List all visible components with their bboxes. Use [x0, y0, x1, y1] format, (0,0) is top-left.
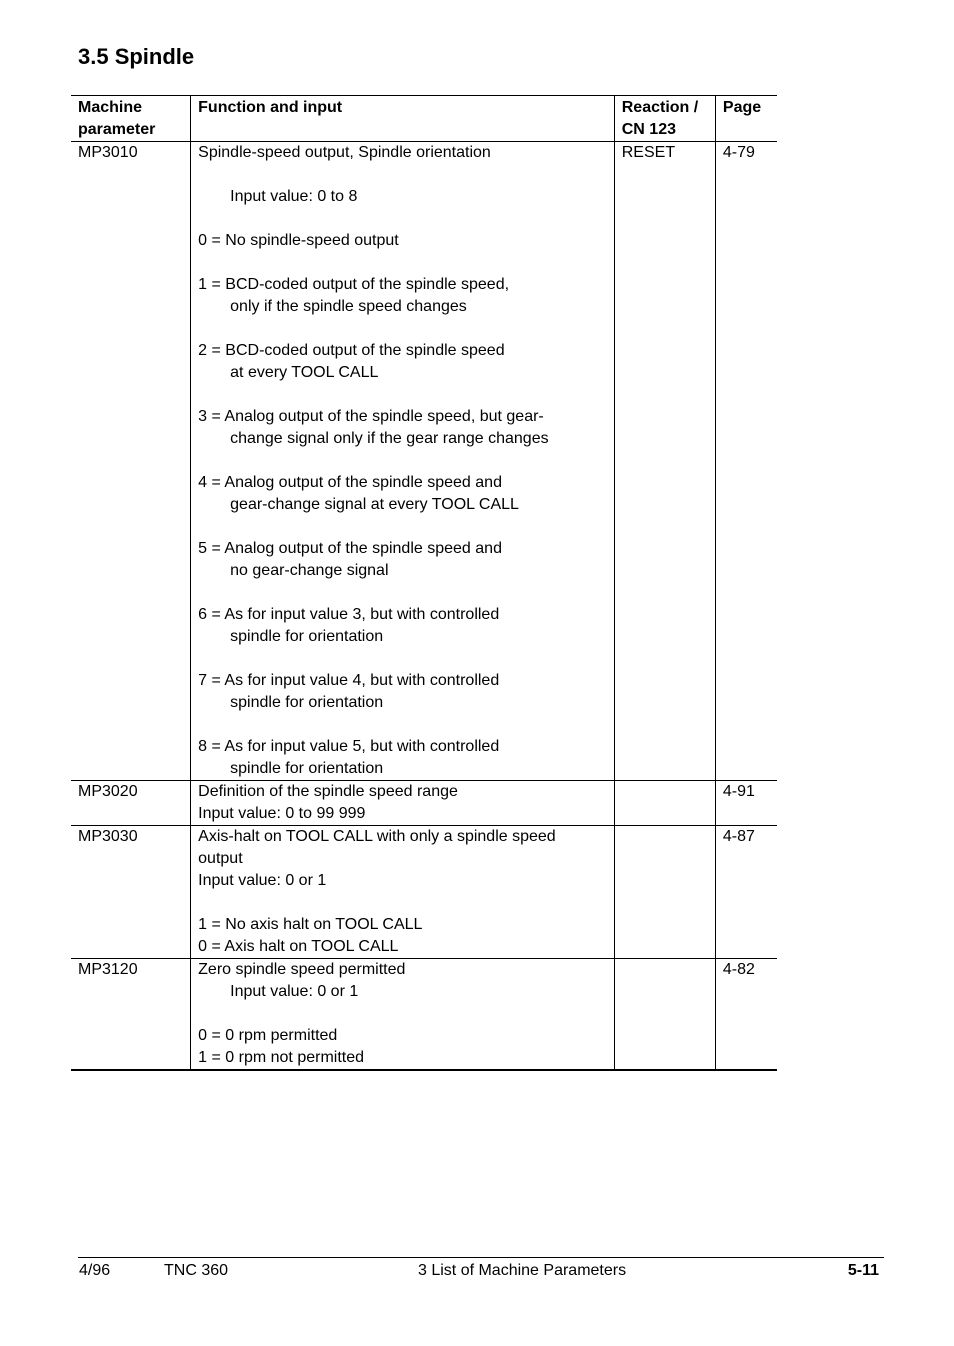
machine-parameter-table	[71, 95, 777, 1071]
function-cell	[191, 826, 615, 959]
function-line: 3 = Analog output of the spindle speed, but gear-	[198, 408, 544, 425]
footer-model: TNC 360	[164, 1262, 229, 1279]
function-line: 0 = Axis halt on TOOL CALL	[198, 938, 399, 955]
blank-line	[198, 714, 608, 736]
function-line: 8 = As for input value 5, but with controlled	[198, 738, 500, 755]
header-page: Page	[715, 96, 777, 142]
function-line: gear-change signal at every TOOL CALL	[230, 496, 519, 513]
function-line: 1 = BCD-coded output of the spindle speed,	[198, 276, 510, 293]
function-line: 5 = Analog output of the spindle speed and	[198, 540, 502, 557]
blank-line	[198, 318, 608, 340]
page-cell: 4-87	[715, 826, 777, 959]
function-cell	[191, 781, 615, 826]
header-machine-parameter: Machine parameter	[71, 96, 191, 142]
function-line: spindle for orientation	[230, 628, 384, 645]
function-line: only if the spindle speed changes	[230, 298, 467, 315]
footer-date: 4/96	[79, 1262, 111, 1279]
blank-line	[198, 516, 608, 538]
function-line: spindle for orientation	[230, 760, 384, 777]
blank-line	[198, 648, 608, 670]
function-line: 6 = As for input value 3, but with controlled	[198, 606, 500, 623]
table-row	[71, 781, 777, 826]
page-cell: 4-91	[715, 781, 777, 826]
function-line: change signal only if the gear range changes	[230, 430, 549, 447]
reaction-cell	[614, 781, 715, 826]
function-line: 7 = As for input value 4, but with controlled	[198, 672, 500, 689]
blank-line	[198, 164, 608, 186]
function-line: Input value: 0 to 99 999	[198, 805, 366, 822]
footer-divider	[78, 1257, 884, 1258]
blank-line	[198, 1003, 608, 1025]
parameter-cell: MP3030	[71, 826, 191, 959]
function-line: Zero spindle speed permitted	[198, 961, 406, 978]
function-line: 0 = No spindle-speed output	[198, 232, 399, 249]
function-line: 0 = 0 rpm permitted	[198, 1027, 338, 1044]
function-line: no gear-change signal	[230, 562, 389, 579]
function-line: spindle for orientation	[230, 694, 384, 711]
footer-chapter: 3 List of Machine Parameters	[418, 1262, 627, 1279]
parameter-cell: MP3020	[71, 781, 191, 826]
blank-line	[198, 208, 608, 230]
blank-line	[198, 252, 608, 274]
table-header-row	[71, 96, 777, 142]
footer-page-number: 5-11	[847, 1262, 879, 1279]
function-line: Definition of the spindle speed range	[198, 783, 458, 800]
reaction-cell	[614, 959, 715, 1071]
function-line: Input value: 0 or 1	[198, 872, 327, 889]
table-row	[71, 826, 777, 959]
header-reaction: Reaction / CN 123	[614, 96, 715, 142]
function-line: output	[198, 850, 243, 867]
blank-line	[198, 450, 608, 472]
page-cell: 4-82	[715, 959, 777, 1071]
function-line: Input value: 0 to 8	[230, 188, 358, 205]
blank-line	[198, 892, 608, 914]
function-line: Axis-halt on TOOL CALL with only a spindle speed	[198, 828, 556, 845]
reaction-cell	[614, 826, 715, 959]
header-function-and-input: Function and input	[191, 96, 615, 142]
function-line: Input value: 0 or 1	[230, 983, 359, 1000]
function-line: at every TOOL CALL	[230, 364, 379, 381]
function-line: 4 = Analog output of the spindle speed and	[198, 474, 502, 491]
page-cell: 4-79	[715, 142, 777, 781]
function-line: 1 = No axis halt on TOOL CALL	[198, 916, 423, 933]
table-row	[71, 142, 777, 781]
table-row	[71, 959, 777, 1071]
reaction-cell: RESET	[614, 142, 715, 781]
blank-line	[198, 384, 608, 406]
function-line: 1 = 0 rpm not permitted	[198, 1049, 365, 1066]
parameter-cell: MP3120	[71, 959, 191, 1071]
blank-line	[198, 582, 608, 604]
function-line: 2 = BCD-coded output of the spindle speed	[198, 342, 505, 359]
function-cell	[191, 142, 615, 781]
section-title: 3.5 Spindle	[78, 44, 195, 69]
function-cell	[191, 959, 615, 1071]
function-line: Spindle-speed output, Spindle orientation	[198, 144, 491, 161]
parameter-cell: MP3010	[71, 142, 191, 781]
